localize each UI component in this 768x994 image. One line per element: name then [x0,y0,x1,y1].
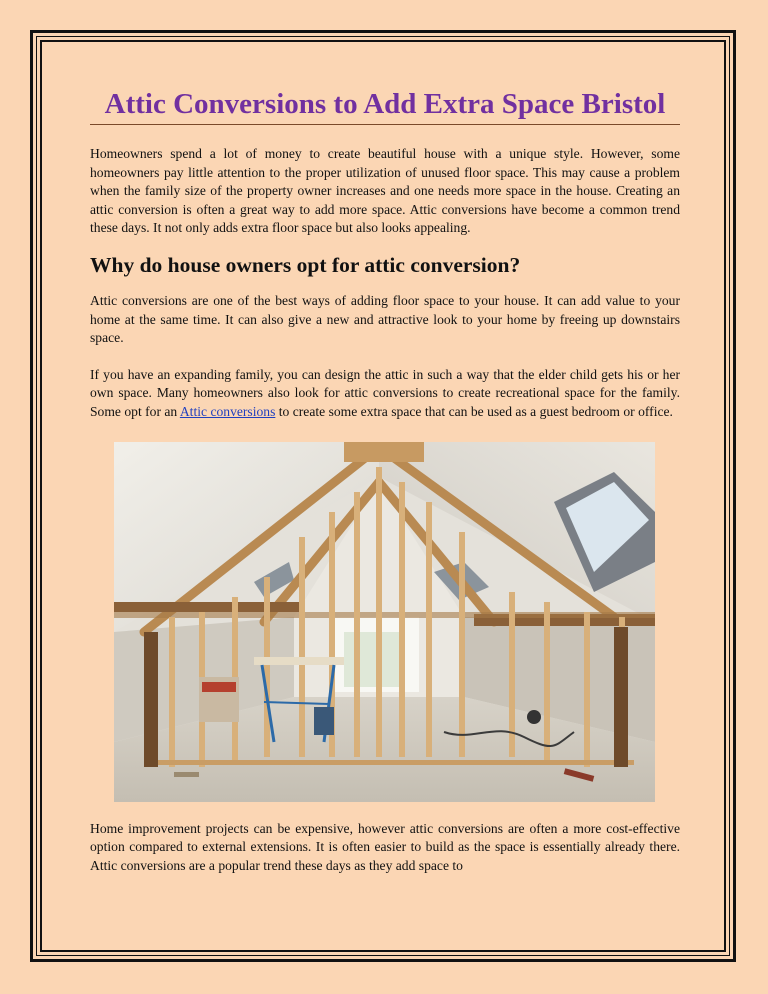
section-heading: Why do house owners opt for attic conversion? [90,252,521,277]
attic-conversion-photo [114,442,655,802]
intro-paragraph: Homeowners spend a lot of money to create beautiful house with a unique style. However, some homeowners pay little attention to the proper utilization of unused floor space. This may cause a problem when the family size of the property owner increases and one needs more space in the house. Creating an attic conversion is often a great way to add more space. Attic conversions have become a common trend these days. It not only adds extra floor space but also looks appealing. [90,146,680,236]
attic-conversions-link[interactable]: Attic conversions [179,403,276,419]
family-paragraph-text-after: to create some extra space that can be used as a guest bedroom or office. [275,403,673,419]
family-paragraph [90,366,680,422]
family-paragraph-text-before: If you have an expanding family, you can design the attic in such a way that the elder child gets his or her own space. Many homeowners also look for attic conversions to create recreational space for the family. Some opt for an [90,366,680,419]
cost-paragraph: Home improvement projects can be expensive, however attic conversions are often a more cost-effective option compared to external extensions. It is often easier to build as the space is essentially already there. Attic conversions are a popular trend these days as they add space to [90,820,680,873]
document-body [90,86,680,875]
value-paragraph: Attic conversions are one of the best ways of adding floor space to your house. It can add value to your home at the same time. It can also give a new and attractive look to your home by freeing up downstairs space. [90,292,680,346]
document-title: Attic Conversions to Add Extra Space Bristol [90,86,680,125]
